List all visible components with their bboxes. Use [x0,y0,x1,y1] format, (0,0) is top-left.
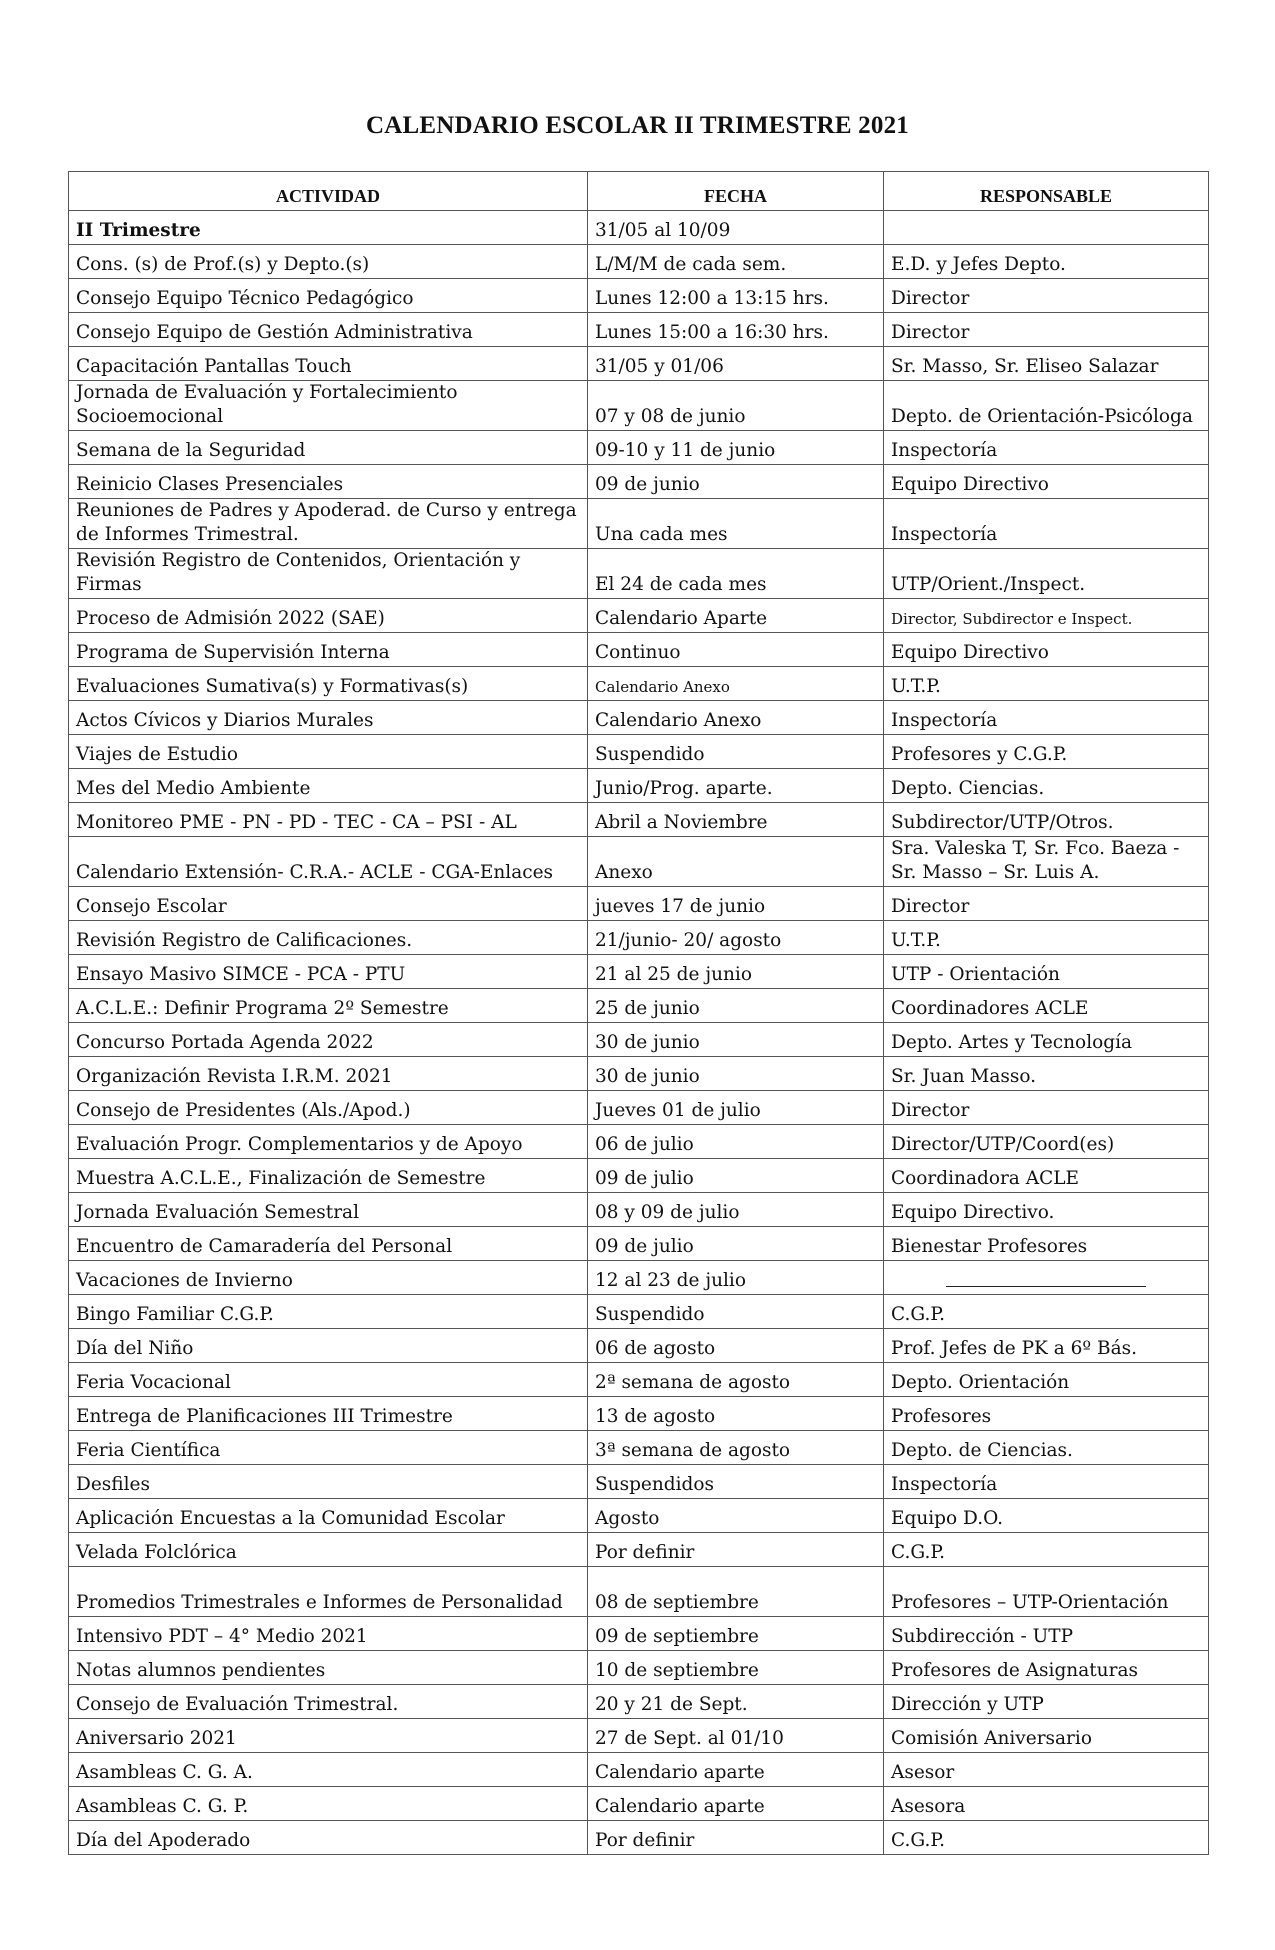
cell-actividad: Asambleas C. G. A. [69,1753,588,1787]
table-row [69,347,1209,381]
table-row [69,1499,1209,1533]
cell-actividad: Organización Revista I.R.M. 2021 [69,1057,588,1091]
cell-actividad: Consejo de Evaluación Trimestral. [69,1685,588,1719]
cell-actividad: Encuentro de Camaradería del Personal [69,1227,588,1261]
cell-actividad: Intensivo PDT – 4° Medio 2021 [69,1617,588,1651]
cell-actividad: Asambleas C. G. P. [69,1787,588,1821]
cell-fecha: 2ª semana de agosto [588,1363,884,1397]
table-row [69,1227,1209,1261]
cell-responsable: Subdirector/UTP/Otros. [884,803,1209,837]
table-row [69,1363,1209,1397]
cell-actividad: Velada Folclórica [69,1533,588,1567]
cell-fecha: Calendario Anexo [588,701,884,735]
table-row [69,279,1209,313]
cell-fecha: 09 de julio [588,1159,884,1193]
cell-actividad: Feria Vocacional [69,1363,588,1397]
cell-actividad: Día del Niño [69,1329,588,1363]
cell-fecha: Una cada mes [588,499,884,549]
cell-fecha: Calendario Anexo [588,667,884,701]
cell-responsable: Dirección y UTP [884,1685,1209,1719]
cell-responsable [884,211,1209,245]
cell-actividad: Ensayo Masivo SIMCE - PCA - PTU [69,955,588,989]
cell-responsable: Inspectoría [884,1465,1209,1499]
table-row [69,1125,1209,1159]
cell-fecha: Agosto [588,1499,884,1533]
cell-fecha: Lunes 15:00 a 16:30 hrs. [588,313,884,347]
cell-actividad: Capacitación Pantallas Touch [69,347,588,381]
cell-fecha: 06 de julio [588,1125,884,1159]
cell-fecha: 13 de agosto [588,1397,884,1431]
cell-responsable: Asesor [884,1753,1209,1787]
table-row [69,313,1209,347]
cell-actividad: A.C.L.E.: Definir Programa 2º Semestre [69,989,588,1023]
cell-responsable: C.G.P. [884,1295,1209,1329]
cell-fecha: 09 de junio [588,465,884,499]
cell-responsable: Director [884,279,1209,313]
cell-actividad: Consejo Equipo de Gestión Administrativa [69,313,588,347]
cell-responsable: Inspectoría [884,431,1209,465]
cell-responsable: Director [884,313,1209,347]
dash-line [946,1286,1146,1287]
cell-fecha: 3ª semana de agosto [588,1431,884,1465]
cell-actividad: Viajes de Estudio [69,735,588,769]
table-row [69,1567,1209,1617]
cell-fecha: 30 de junio [588,1057,884,1091]
cell-responsable: Comisión Aniversario [884,1719,1209,1753]
cell-actividad: Bingo Familiar C.G.P. [69,1295,588,1329]
table-row [69,1295,1209,1329]
table-row [69,499,1209,549]
cell-actividad: Monitoreo PME - PN - PD - TEC - CA – PSI - AL [69,803,588,837]
cell-responsable: UTP - Orientación [884,955,1209,989]
cell-responsable: Inspectoría [884,499,1209,549]
cell-responsable: Coordinadora ACLE [884,1159,1209,1193]
cell-responsable: Depto. de Orientación-Psicóloga [884,381,1209,431]
table-row [69,1465,1209,1499]
cell-responsable: Coordinadores ACLE [884,989,1209,1023]
table-row [69,887,1209,921]
cell-fecha: 12 al 23 de julio [588,1261,884,1295]
cell-fecha: 30 de junio [588,1023,884,1057]
table-row [69,1685,1209,1719]
table-row [69,1193,1209,1227]
table-row [69,1329,1209,1363]
table-row [69,211,1209,245]
table-row [69,381,1209,431]
cell-responsable: Depto. Artes y Tecnología [884,1023,1209,1057]
cell-responsable: Equipo Directivo [884,633,1209,667]
cell-fecha: Calendario Aparte [588,599,884,633]
table-row [69,1617,1209,1651]
table-row [69,1753,1209,1787]
cell-responsable: UTP/Orient./Inspect. [884,549,1209,599]
table-row [69,1261,1209,1295]
cell-responsable: Director/UTP/Coord(es) [884,1125,1209,1159]
cell-fecha: 08 y 09 de julio [588,1193,884,1227]
cell-fecha: Suspendidos [588,1465,884,1499]
cell-fecha: Jueves 01 de julio [588,1091,884,1125]
cell-actividad: Evaluación Progr. Complementarios y de Apoyo [69,1125,588,1159]
header-fecha: FECHA [588,172,884,211]
cell-actividad: Revisión Registro de Calificaciones. [69,921,588,955]
cell-responsable: Depto. de Ciencias. [884,1431,1209,1465]
page-title: CALENDARIO ESCOLAR II TRIMESTRE 2021 [366,112,909,139]
table-row [69,837,1209,887]
cell-responsable [884,1261,1209,1295]
cell-actividad: Actos Cívicos y Diarios Murales [69,701,588,735]
cell-responsable: Depto. Orientación [884,1363,1209,1397]
table-body [69,211,1209,1855]
table-row [69,735,1209,769]
cell-actividad: Consejo de Presidentes (Als./Apod.) [69,1091,588,1125]
cell-actividad: Consejo Equipo Técnico Pedagógico [69,279,588,313]
cell-actividad: Día del Apoderado [69,1821,588,1855]
cell-fecha: 27 de Sept. al 01/10 [588,1719,884,1753]
cell-actividad: Notas alumnos pendientes [69,1651,588,1685]
cell-fecha: Lunes 12:00 a 13:15 hrs. [588,279,884,313]
cell-fecha: El 24 de cada mes [588,549,884,599]
cell-responsable: Profesores y C.G.P. [884,735,1209,769]
cell-actividad: Mes del Medio Ambiente [69,769,588,803]
cell-responsable: Bienestar Profesores [884,1227,1209,1261]
table-row [69,1091,1209,1125]
table-row [69,465,1209,499]
cell-fecha: Suspendido [588,735,884,769]
cell-actividad: Reinicio Clases Presenciales [69,465,588,499]
cell-actividad: Concurso Portada Agenda 2022 [69,1023,588,1057]
cell-actividad: II Trimestre [69,211,588,245]
cell-fecha: 25 de junio [588,989,884,1023]
header-responsable: RESPONSABLE [884,172,1209,211]
table-row [69,667,1209,701]
table-row [69,1397,1209,1431]
cell-responsable: Prof. Jefes de PK a 6º Bás. [884,1329,1209,1363]
table-row [69,989,1209,1023]
cell-fecha: Suspendido [588,1295,884,1329]
cell-actividad: Muestra A.C.L.E., Finalización de Semestre [69,1159,588,1193]
cell-fecha: jueves 17 de junio [588,887,884,921]
cell-fecha: Calendario aparte [588,1753,884,1787]
table-row [69,1023,1209,1057]
cell-actividad: Aniversario 2021 [69,1719,588,1753]
table-row [69,955,1209,989]
table-row [69,1159,1209,1193]
cell-actividad: Promedios Trimestrales e Informes de Personalidad [69,1567,588,1617]
table-row [69,921,1209,955]
cell-responsable: Sra. Valeska T, Sr. Fco. Baeza - Sr. Masso – Sr. Luis A. [884,837,1209,887]
cell-responsable: Equipo Directivo [884,465,1209,499]
cell-fecha: Anexo [588,837,884,887]
table-row [69,1787,1209,1821]
cell-actividad: Jornada de Evaluación y Fortalecimiento Socioemocional [69,381,588,431]
table-row [69,803,1209,837]
cell-actividad: Evaluaciones Sumativa(s) y Formativas(s) [69,667,588,701]
cell-fecha: 31/05 al 10/09 [588,211,884,245]
cell-actividad: Consejo Escolar [69,887,588,921]
cell-fecha: 31/05 y 01/06 [588,347,884,381]
cell-actividad: Desfiles [69,1465,588,1499]
cell-responsable: Equipo D.O. [884,1499,1209,1533]
header-actividad: ACTIVIDAD [69,172,588,211]
cell-responsable: C.G.P. [884,1821,1209,1855]
cell-actividad: Reuniones de Padres y Apoderad. de Curso y entrega de Informes Trimestral. [69,499,588,549]
cell-fecha: 21 al 25 de junio [588,955,884,989]
cell-actividad: Programa de Supervisión Interna [69,633,588,667]
cell-actividad: Jornada Evaluación Semestral [69,1193,588,1227]
cell-responsable: Inspectoría [884,701,1209,735]
cell-fecha: Por definir [588,1821,884,1855]
cell-fecha: 20 y 21 de Sept. [588,1685,884,1719]
cell-actividad: Cons. (s) de Prof.(s) y Depto.(s) [69,245,588,279]
cell-fecha: Por definir [588,1533,884,1567]
table-row [69,599,1209,633]
cell-fecha: 09 de septiembre [588,1617,884,1651]
cell-responsable: Equipo Directivo. [884,1193,1209,1227]
cell-responsable: E.D. y Jefes Depto. [884,245,1209,279]
cell-responsable: U.T.P. [884,667,1209,701]
table-header-row [69,172,1209,211]
cell-responsable: Profesores [884,1397,1209,1431]
cell-responsable: Sr. Juan Masso. [884,1057,1209,1091]
cell-actividad: Entrega de Planificaciones III Trimestre [69,1397,588,1431]
cell-responsable: Director [884,887,1209,921]
cell-fecha: 09-10 y 11 de junio [588,431,884,465]
cell-fecha: Junio/Prog. aparte. [588,769,884,803]
cell-responsable: C.G.P. [884,1533,1209,1567]
cell-fecha: Continuo [588,633,884,667]
table-row [69,1719,1209,1753]
cell-responsable: Director, Subdirector e Inspect. [884,599,1209,633]
cell-responsable: Subdirección - UTP [884,1617,1209,1651]
table-row [69,769,1209,803]
table-row [69,245,1209,279]
cell-fecha: 21/junio- 20/ agosto [588,921,884,955]
cell-fecha: Calendario aparte [588,1787,884,1821]
cell-fecha: 07 y 08 de junio [588,381,884,431]
cell-responsable: Depto. Ciencias. [884,769,1209,803]
cell-responsable: Profesores de Asignaturas [884,1651,1209,1685]
cell-actividad: Feria Científica [69,1431,588,1465]
cell-fecha: Abril a Noviembre [588,803,884,837]
cell-actividad: Semana de la Seguridad [69,431,588,465]
table-row [69,1821,1209,1855]
cell-responsable: Sr. Masso, Sr. Eliseo Salazar [884,347,1209,381]
cell-responsable: Director [884,1091,1209,1125]
cell-fecha: 10 de septiembre [588,1651,884,1685]
cell-responsable: Asesora [884,1787,1209,1821]
cell-fecha: L/M/M de cada sem. [588,245,884,279]
cell-actividad: Proceso de Admisión 2022 (SAE) [69,599,588,633]
cell-actividad: Calendario Extensión- C.R.A.- ACLE - CGA-Enlaces [69,837,588,887]
cell-actividad: Revisión Registro de Contenidos, Orientación y Firmas [69,549,588,599]
cell-fecha: 06 de agosto [588,1329,884,1363]
table-row [69,431,1209,465]
cell-fecha: 08 de septiembre [588,1567,884,1617]
table-row [69,1651,1209,1685]
table-row [69,633,1209,667]
cell-fecha: 09 de julio [588,1227,884,1261]
cell-responsable: Profesores – UTP-Orientación [884,1567,1209,1617]
table-row [69,701,1209,735]
table-row [69,1057,1209,1091]
cell-actividad: Aplicación Encuestas a la Comunidad Escolar [69,1499,588,1533]
table-row [69,1431,1209,1465]
calendar-table [68,171,1209,1855]
table-row [69,549,1209,599]
cell-responsable: U.T.P. [884,921,1209,955]
table-row [69,1533,1209,1567]
cell-actividad: Vacaciones de Invierno [69,1261,588,1295]
